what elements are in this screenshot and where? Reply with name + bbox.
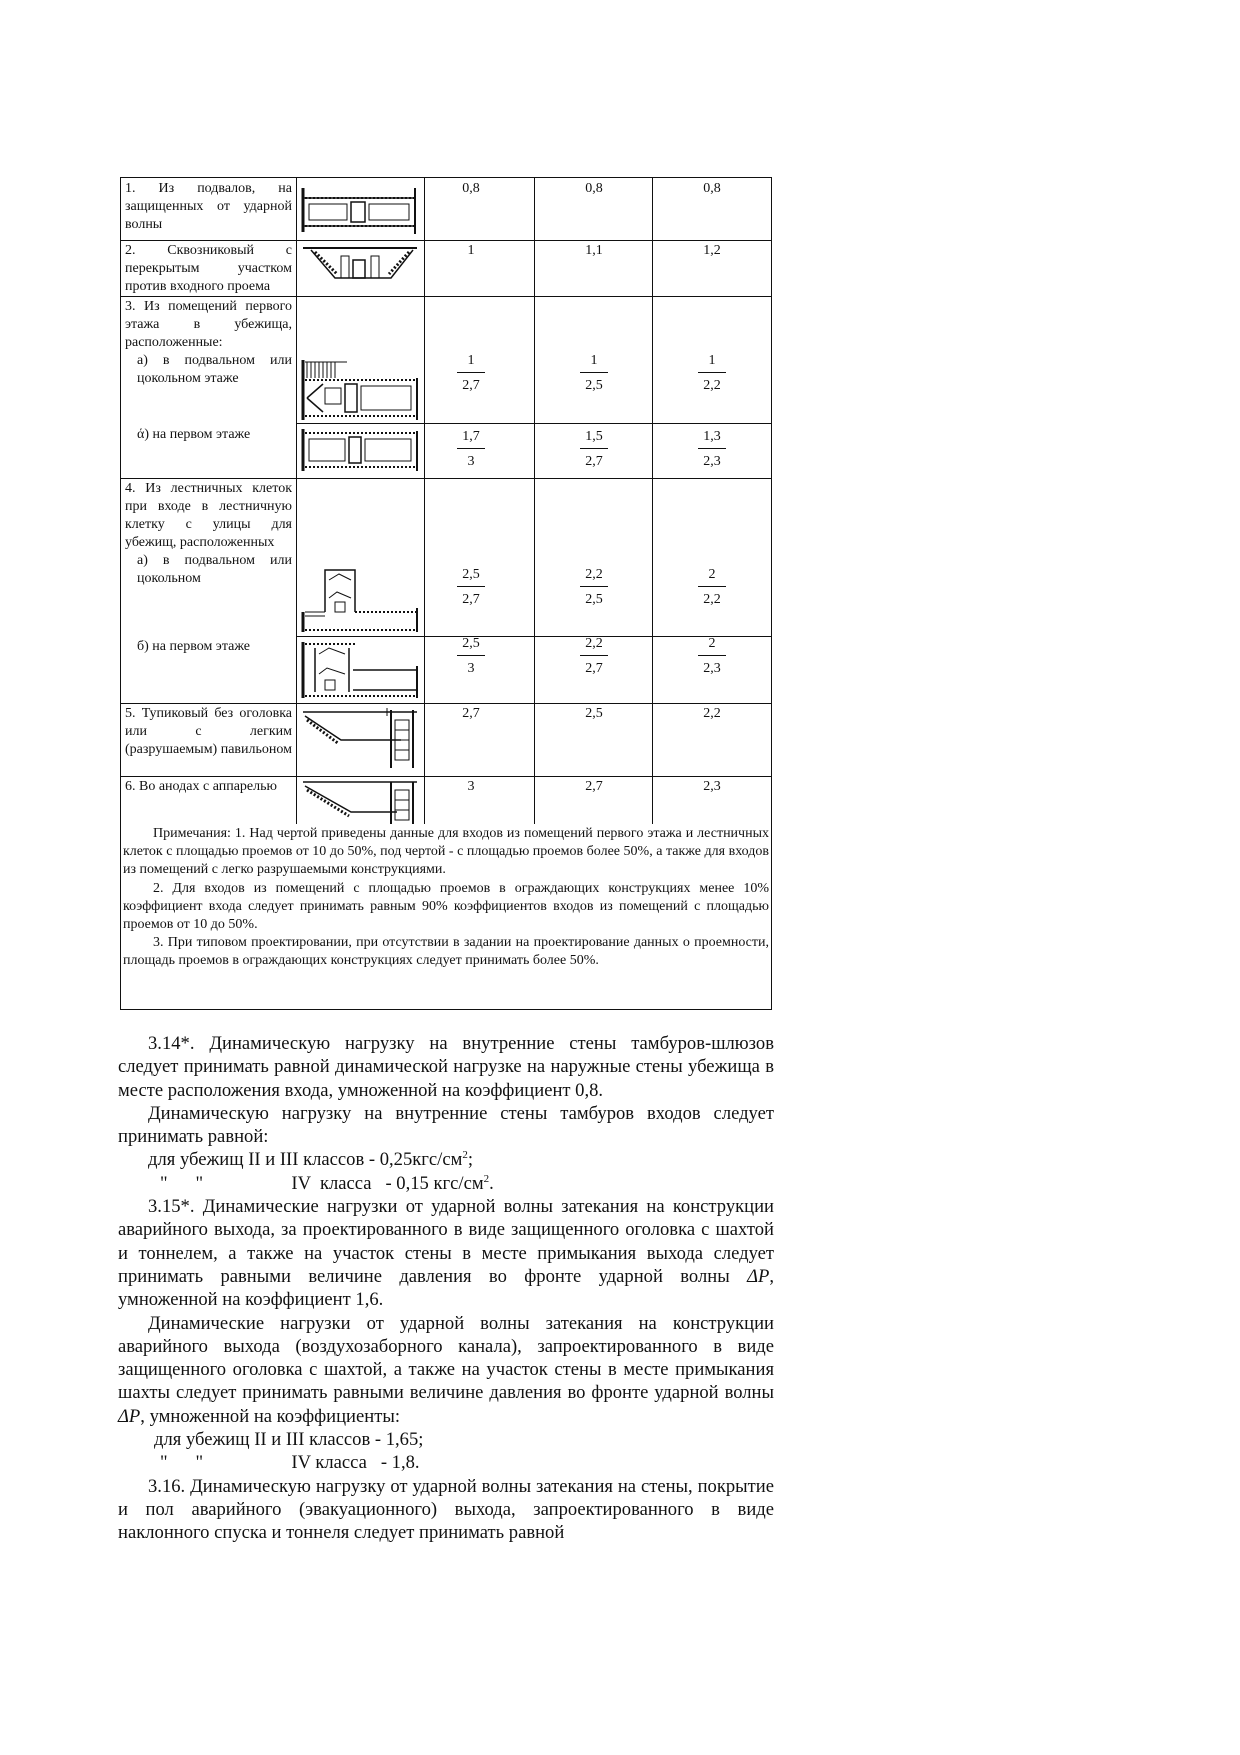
row-label	[125, 480, 292, 588]
table-divider	[424, 178, 425, 824]
note-1: Примечания: 1. Над чертой приведены данные для входов из помещений первого этажа и лестничных клеток с площадью проемов от 10 до 50%, под чертой - с площадью проемов более 50%, а также для входов из помещений с легко разрушаемыми конструкциями.	[123, 826, 769, 878]
row-sublabel-b	[125, 426, 292, 444]
table-divider	[121, 703, 771, 704]
coef-fraction: 1 2,5	[574, 350, 614, 395]
entrance-diagram-first-floor-a	[301, 358, 421, 422]
coef-value: 2,3	[703, 779, 721, 794]
paragraph-dynamic-load: Динамическую нагрузку на внутренние стены тамбуров входов следует принимать равной:	[118, 1102, 774, 1148]
coef-value: 1,1	[585, 243, 603, 258]
table-divider	[652, 178, 653, 824]
row-sublabel: ά) на первом этаже	[137, 427, 251, 442]
row-sublabel: а) в подвальном или цокольном	[137, 553, 292, 586]
entrance-diagram-ramp	[301, 778, 421, 824]
row-heading: 4. Из лестничных клеток при входе в лестничную клетку с улицы для убежищ, расположенных	[125, 481, 292, 550]
entrance-diagram-dead-end	[301, 706, 421, 772]
paragraph-3-16: 3.16. Динамическую нагрузку от ударной волны затекания на стены, покрытие и пол аварийного (эвакуационного) выхода, запроектированного в виде наклонного спуска и тоннеля следует принимать равной	[118, 1475, 774, 1544]
coef-line-class-4: " " IV класса - 1,8.	[160, 1452, 420, 1474]
coef-value: 0,8	[703, 181, 721, 196]
coef-value: 2,7	[462, 706, 480, 721]
coef-value: 0,8	[462, 181, 480, 196]
entrance-diagram-stairwell-b	[301, 640, 421, 700]
coef-fraction: 2 2,2	[692, 564, 732, 609]
table-divider	[296, 423, 771, 424]
table-divider	[121, 296, 771, 297]
load-line-class-4: " " IV класса - 0,15 кгс/$см^2$.	[160, 1172, 494, 1194]
load-line-classes-2-3: для убежищ II и III классов - $0,25кгс/см^2$;	[148, 1149, 474, 1171]
coef-fraction: 1 2,7	[451, 350, 491, 395]
coef-value: 2,5	[585, 706, 603, 721]
table-notes	[123, 825, 769, 971]
row-label	[125, 298, 292, 388]
coef-fraction: 1,5 2,7	[574, 426, 614, 471]
body-text	[118, 1032, 774, 1545]
row-heading: 3. Из помещений первого этажа в убежища, расположенные:	[125, 299, 292, 350]
entrance-diagram-basement	[301, 184, 419, 236]
coef-value: 2,2	[703, 706, 721, 721]
row-sublabel: б) на первом этаже	[137, 639, 251, 654]
coef-value: 1,2	[703, 243, 721, 258]
table-divider	[121, 478, 771, 479]
coef-fraction: 2,2 2,5	[574, 564, 614, 609]
coef-fraction: 2,5 2,7	[451, 564, 491, 609]
row-label: 5. Тупиковый без оголовка или с легким (разрушаемым) павильоном	[125, 706, 292, 757]
row-sublabel-b	[125, 638, 292, 656]
note-2: 2. Для входов из помещений с площадью проемов в ограждающих конструкциях менее 10% коэффициент входа следует принимать равным 90% коэффициентов входов из помещений с площадью проемов от 10 до 50%.	[123, 880, 769, 933]
coef-line-classes-2-3: для убежищ II и III классов - 1,65;	[154, 1429, 424, 1451]
coef-value: 0,8	[585, 181, 603, 196]
coef-fraction: 2 2,3	[692, 633, 732, 678]
coef-fraction: 2,5 3	[451, 633, 491, 678]
table-divider	[296, 178, 297, 824]
entrance-diagram-first-floor-b	[301, 427, 421, 473]
row-label: 1. Из подвалов, на защищенных от ударной волны	[125, 181, 292, 232]
coef-fraction: 1,7 3	[451, 426, 491, 471]
note-3: 3. При типовом проектировании, при отсутствии в задании на проектирование данных о проемности, площадь проемов в ограждающих конструкциях следует принимать более 50%.	[123, 935, 769, 969]
entrance-diagram-stairwell-a	[301, 568, 421, 634]
table-divider	[121, 240, 771, 241]
row-label: 2. Сквозниковый с перекрытым участком против входного проема	[125, 243, 292, 294]
paragraph-3-15: 3.15*. Динамические нагрузки от ударной волны затекания на конструкции аварийного выхода, за проектированного в виде защищенного оголовка с шахтой и тоннелем, а также на участок стены в месте примыкания выхода следует принимать равными величине давления во фронте ударной волны ΔP, умноженной на коэффициент 1,6.	[118, 1196, 774, 1311]
coefficients-table	[120, 177, 772, 1010]
row-label: 6. Во анодах с аппарелью	[125, 779, 277, 794]
table-divider	[121, 776, 771, 777]
coef-fraction: 2,2 2,7	[574, 633, 614, 678]
entrance-diagram-through	[301, 244, 419, 288]
coef-fraction: 1 2,2	[692, 350, 732, 395]
paragraph-3-14: 3.14*. Динамическую нагрузку на внутренние стены тамбуров-шлюзов следует принимать равной динамической нагрузке на наружные стены убежища в месте расположения входа, умноженной на коэффициент 0,8.	[118, 1033, 774, 1101]
row-sublabel: а) в подвальном или цокольном этаже	[137, 353, 292, 386]
coef-value: 2,7	[585, 779, 603, 794]
coef-value: 3	[467, 779, 475, 794]
coef-value: 1	[467, 243, 475, 258]
table-divider	[534, 178, 535, 824]
paragraph-air-intake: Динамические нагрузки от ударной волны затекания на конструкции аварийного выхода (воздухозаборного канала), запроектированного в виде защищенного оголовка с шахтой, а также на участок стены в месте примыкания шахты следует принимать равными величине давления во фронте ударной волны ΔP, умноженной на коэффициенты:	[118, 1312, 774, 1427]
coef-fraction: 1,3 2,3	[692, 426, 732, 471]
